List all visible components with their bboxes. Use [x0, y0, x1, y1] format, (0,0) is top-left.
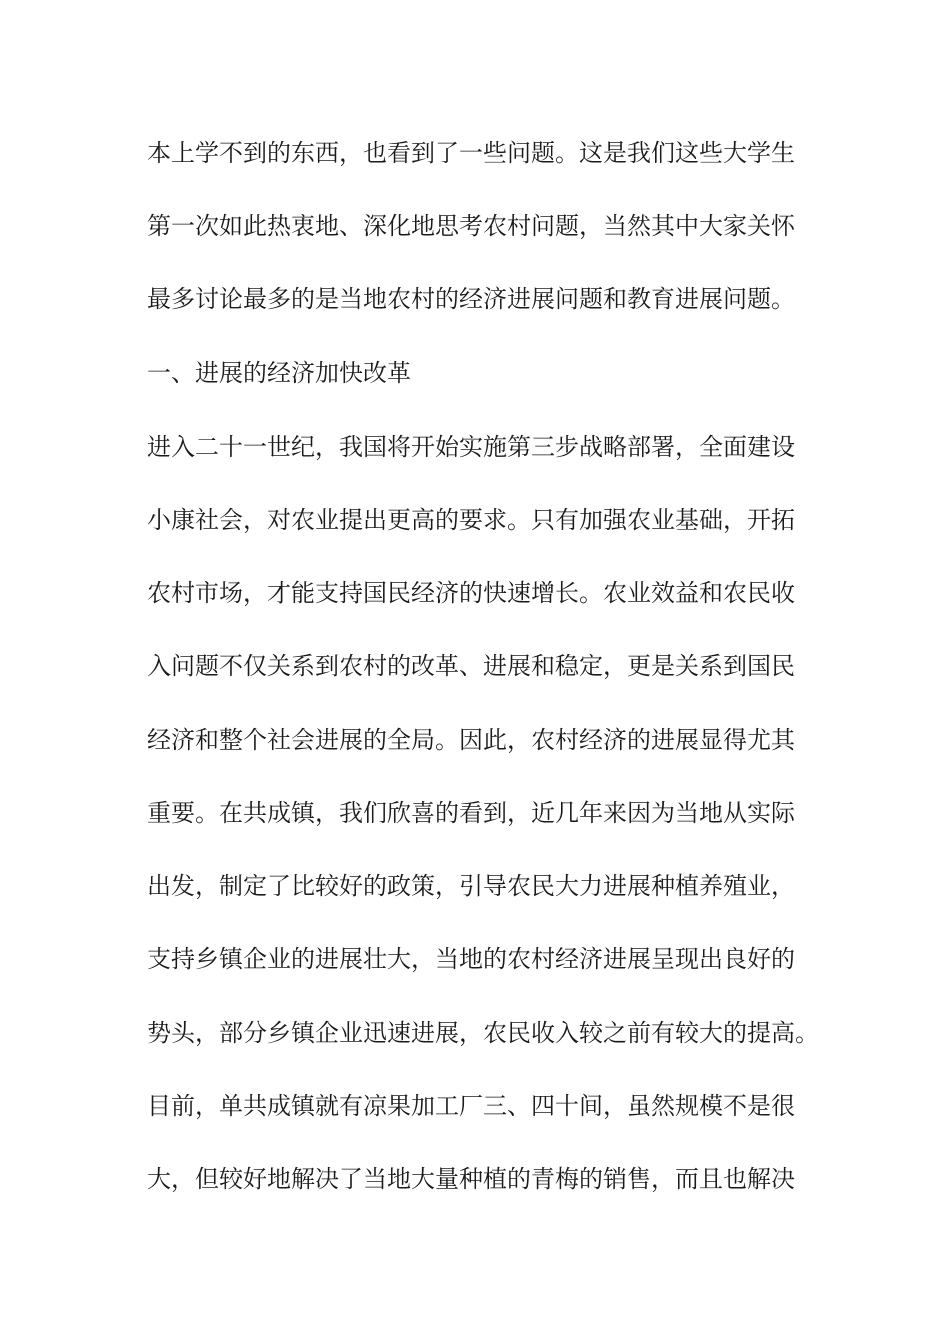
section-heading: 一、进展的经济加快改革 — [147, 359, 411, 387]
text-line: 支持乡镇企业的进展壮大，当地的农村经济进展呈现出良好的 — [147, 945, 795, 973]
text-line: 经济和整个社会进展的全局。因此，农村经济的进展显得尤其 — [147, 726, 795, 754]
text-line: 进入二十一世纪，我国将开始实施第三步战略部署，全面建设 — [147, 433, 795, 461]
text-line: 势头，部分乡镇企业迅速进展，农民收入较之前有较大的提高。 — [147, 1019, 819, 1047]
text-line: 出发，制定了比较好的政策，引导农民大力进展种植养殖业， — [147, 872, 795, 900]
text-line: 本上学不到的东西，也看到了一些问题。这是我们这些大学生 — [147, 139, 795, 167]
text-line: 大，但较好地解决了当地大量种植的青梅的销售，而且也解决 — [147, 1165, 795, 1193]
text-line: 入问题不仅关系到农村的改革、进展和稳定，更是关系到国民 — [147, 652, 795, 680]
text-line: 第一次如此热衷地、深化地思考农村问题，当然其中大家关怀 — [147, 212, 795, 240]
text-line: 农村市场，才能支持国民经济的快速增长。农业效益和农民收 — [147, 579, 795, 607]
text-line: 小康社会，对农业提出更高的要求。只有加强农业基础，开拓 — [147, 506, 795, 534]
text-line: 重要。在共成镇，我们欣喜的看到，近几年来因为当地从实际 — [147, 799, 795, 827]
text-line: 目前，单共成镇就有凉果加工厂三、四十间，虽然规模不是很 — [147, 1092, 795, 1120]
text-line: 最多讨论最多的是当地农村的经济进展问题和教育进展问题。 — [147, 285, 795, 313]
